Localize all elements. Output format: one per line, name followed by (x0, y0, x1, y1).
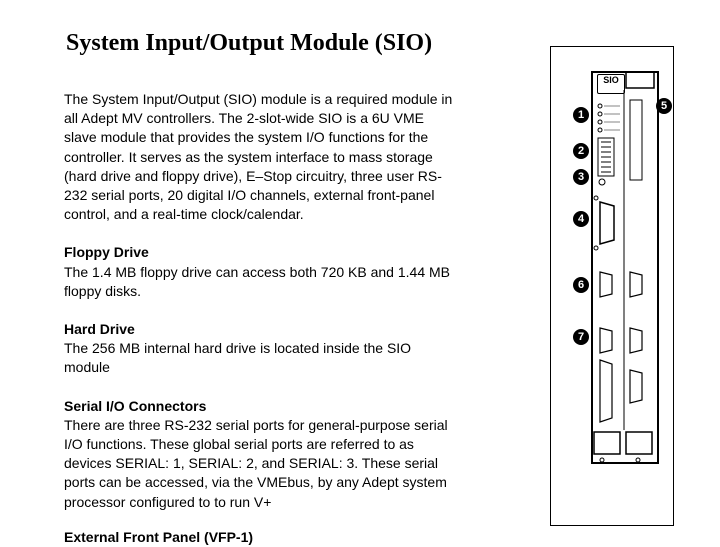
intro-line: controller. It serves as the system interface to mass storage (64, 148, 433, 165)
serial-connector (630, 272, 642, 297)
serial-line: devices SERIAL: 1, SERIAL: 2, and SERIAL: 3. These serial (64, 455, 439, 472)
callout-7-icon: 7 (573, 329, 589, 345)
led-indicator (598, 112, 602, 116)
hard-drive-line: module (64, 359, 110, 376)
floppy-line: floppy disks. (64, 282, 142, 299)
serial-connector (600, 272, 612, 297)
intro-line: all Adept MV controllers. The 2-slot-wide SIO is a 6U VME (64, 110, 424, 127)
serial-connector (630, 328, 642, 353)
intro-line: control, and a real-time clock/calendar. (64, 206, 304, 223)
callout-1-icon: 1 (573, 107, 589, 123)
hard-drive-heading: Hard Drive (64, 321, 135, 338)
next-section-heading: External Front Panel (VFP-1) (64, 528, 254, 545)
callout-3-icon: 3 (573, 169, 589, 185)
page-title: System Input/Output Module (SIO) (66, 30, 433, 56)
intro-line: (hard drive and floppy drive), E–Stop circuitry, three user RS- (64, 167, 442, 184)
intro-paragraph (64, 90, 526, 224)
hard-drive-line: The 256 MB internal hard drive is located inside the SIO (64, 340, 412, 357)
callout-5-icon: 5 (656, 98, 672, 114)
intro-line: slave module that provides the system I/O functions for the (64, 129, 429, 146)
intro-line: The System Input/Output (SIO) module is a required module in (64, 91, 453, 107)
floppy-heading: Floppy Drive (64, 244, 149, 261)
serial-line: processor configured to to run V+ (64, 493, 272, 510)
intro-line: 232 serial ports, 20 digital I/O channels, external front-panel (64, 187, 435, 204)
dio-connector (600, 360, 612, 422)
callout-2-icon: 2 (573, 143, 589, 159)
serial-line: ports can be accessed, via the VMEbus, by any Adept system (64, 474, 447, 491)
serial-section (64, 397, 526, 512)
bottom-handle (626, 432, 652, 454)
dio-connector (630, 370, 642, 403)
status-leds (598, 104, 620, 132)
db-connector (600, 202, 614, 244)
sio-panel-label: SIO (597, 74, 625, 94)
sio-panel-detail (590, 70, 662, 466)
serial-heading: Serial I/O Connectors (64, 397, 207, 414)
floppy-line: The 1.4 MB floppy drive can access both 720 KB and 1.44 MB (64, 263, 450, 280)
serial-connector (600, 328, 612, 353)
serial-line: There are three RS-232 serial ports for general-purpose serial (64, 416, 448, 433)
bottom-handle (594, 432, 620, 454)
led-indicator (598, 120, 602, 124)
top-handle (626, 72, 654, 88)
callout-4-icon: 4 (573, 211, 589, 227)
serial-line: I/O functions. These global serial ports are referred to as (64, 436, 414, 453)
callout-6-icon: 6 (573, 277, 589, 293)
floppy-slot (630, 100, 642, 180)
hard-drive-section (64, 320, 526, 378)
led-indicator (598, 104, 602, 108)
led-indicator (598, 128, 602, 132)
body-text (64, 90, 526, 547)
reset-button (599, 179, 605, 185)
floppy-section (64, 243, 526, 301)
